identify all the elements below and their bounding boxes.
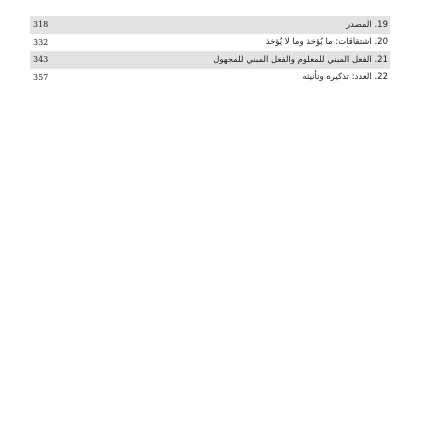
toc-entry-title: 22. العدد: تذكيره وتأنيثه bbox=[302, 72, 388, 83]
toc-entry-title: 21. الفعل المبني للمعلوم والفعل المبني للمجهول bbox=[213, 54, 388, 65]
toc-entry[interactable] bbox=[30, 16, 390, 34]
toc-page-number: 318 bbox=[33, 20, 49, 30]
toc-entry-title: 19. المصدر bbox=[345, 19, 388, 30]
toc-entry[interactable] bbox=[30, 69, 390, 87]
toc-page-number: 357 bbox=[33, 72, 49, 82]
toc-page-number: 343 bbox=[33, 55, 49, 65]
table-of-contents bbox=[30, 16, 390, 86]
toc-entry[interactable] bbox=[30, 51, 390, 69]
toc-page-number: 332 bbox=[33, 37, 49, 47]
toc-entry[interactable] bbox=[30, 34, 390, 52]
toc-entry-title: 20. اشتقاقات: ما يُؤخذ وما لا يُؤخذ bbox=[265, 37, 388, 48]
